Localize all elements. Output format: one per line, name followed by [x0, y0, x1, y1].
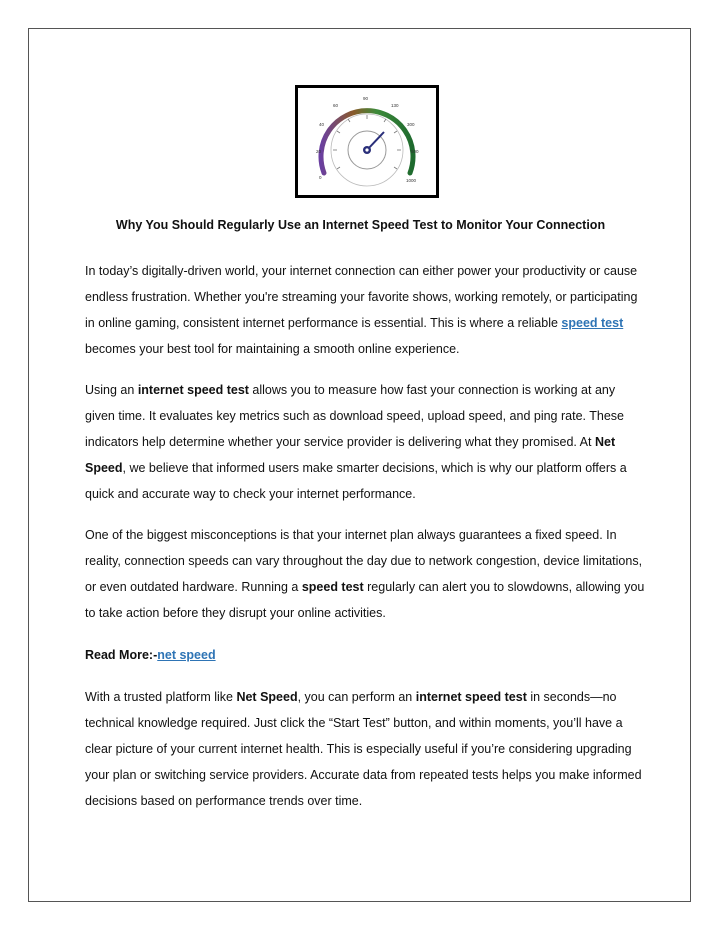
paragraph-trusted-platform	[85, 684, 645, 814]
gauge-label: 60	[333, 103, 339, 108]
speedometer-icon	[301, 91, 433, 192]
gauge-label: 130	[391, 103, 399, 108]
paragraph-text: , you can perform an	[297, 690, 416, 704]
gauge-label: 0	[319, 175, 322, 180]
paragraph-text: In today’s digitally-driven world, your internet connection can either power your productivity or cause endless frustration. Whether you're streaming your favorite shows, working remotely, or participating in online gaming, consistent internet performance is essential. This is where a reliable	[85, 264, 638, 330]
paragraph-text: allows you to measure how fast your connection is working at any given time. It evaluates key metrics such as download speed, upload speed, and ping rate. These indicators help determine whether your service provider is delivering what they promised. At	[85, 383, 624, 449]
read-more-line	[85, 642, 645, 668]
paragraph-text: becomes your best tool for maintaining a smooth online experience.	[85, 342, 460, 356]
paragraph-intro	[85, 258, 645, 362]
paragraph-text: Using an	[85, 383, 138, 397]
paragraph-text: regularly can alert you to slowdowns, allowing you to take action before they disrupt your online activities.	[85, 580, 645, 620]
gauge-label: 90	[363, 96, 369, 101]
paragraph-text: With a trusted platform like	[85, 690, 237, 704]
speed-test-link[interactable]: speed test	[561, 316, 624, 330]
bold-brand: Net Speed	[236, 690, 298, 704]
gauge-label: 300	[407, 122, 415, 127]
gauge-label: 40	[319, 122, 325, 127]
paragraph-text: , we believe that informed users make smarter decisions, which is why our platform offers a quick and accurate way to check your internet performance.	[85, 461, 627, 501]
article-title: Why You Should Regularly Use an Internet Speed Test to Monitor Your Connection	[115, 218, 606, 232]
document-page	[28, 28, 691, 902]
speedometer-image	[295, 85, 439, 198]
bold-term: speed test	[301, 580, 364, 594]
gauge-label: 1000	[406, 178, 417, 183]
bold-term: internet speed test	[415, 690, 527, 704]
paragraph-text: One of the biggest misconceptions is that your internet plan always guarantees a fixed speed. In reality, connection speeds can vary throughout the day due to network congestion, device limitations, or even outdated hardware. Running a	[85, 528, 643, 594]
paragraph-misconceptions	[85, 522, 645, 626]
gauge-label: 20	[316, 149, 322, 154]
bold-term: internet speed test	[137, 383, 249, 397]
net-speed-link[interactable]: net speed	[157, 648, 216, 662]
paragraph-speed-test	[85, 377, 645, 507]
read-more-label: Read More:-	[85, 648, 158, 662]
paragraph-text: in seconds—no technical knowledge required. Just click the “Start Test” button, and within moments, you’ll have a clear picture of your current internet health. This is especially useful if you’re considering upgrading your plan or switching service providers. Accurate data from repeated tests helps you make informed decisions based on performance trends over time.	[85, 690, 642, 808]
gauge-label: 500	[411, 149, 419, 154]
bold-brand: Net Speed	[85, 435, 616, 475]
